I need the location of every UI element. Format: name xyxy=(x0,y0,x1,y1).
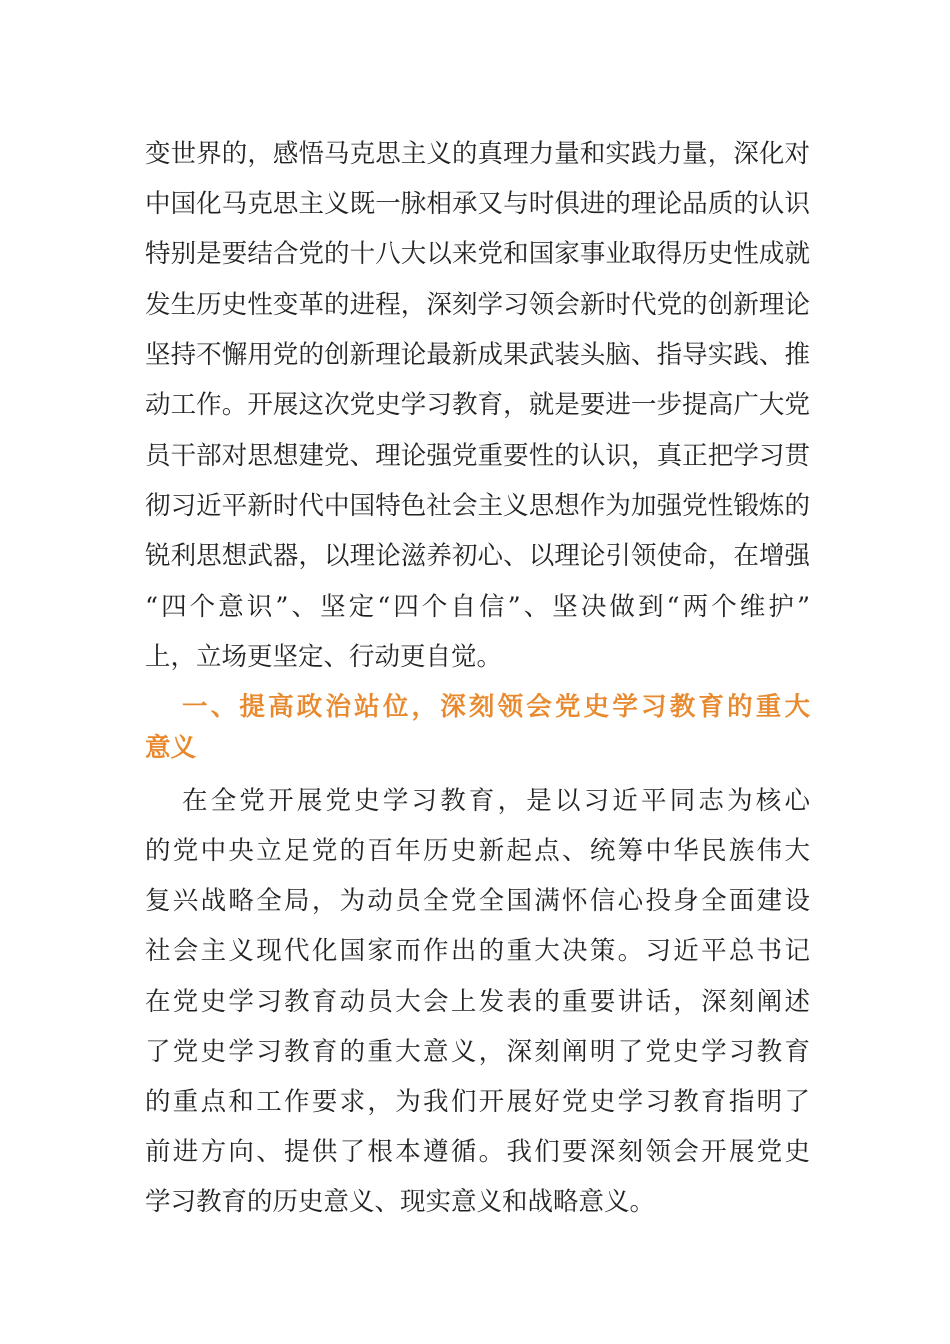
paragraph-line: 中国化马克思主义既一脉相承又与时俱进的理论品质的认识 xyxy=(145,189,810,219)
paragraph-line: 动工作。开展这次党史学习教育，就是要进一步提高广大党 xyxy=(145,390,810,420)
paragraph-line: 的重点和工作要求，为我们开展好党史学习教育指明了 xyxy=(145,1087,810,1117)
paragraph-line: 变世界的，感悟马克思主义的真理力量和实践力量，深化对 xyxy=(145,139,810,169)
paragraph-line: 特别是要结合党的十八大以来党和国家事业取得历史性成就 xyxy=(145,239,810,269)
paragraph-line: 上，立场更坚定、行动更自觉。 xyxy=(145,642,503,672)
paragraph-line: 锐利思想武器，以理论滋养初心、以理论引领使命，在增强 xyxy=(145,541,810,571)
paragraph-line: 复兴战略全局，为动员全党全国满怀信心投身全面建设 xyxy=(145,886,810,916)
heading-line: 一、提高政治站位，深刻领会党史学习教育的重大 xyxy=(182,692,810,722)
paragraph-line: 了党史学习教育的重大意义，深刻阐明了党史学习教育 xyxy=(145,1037,810,1067)
paragraph-line: 学习教育的历史意义、现实意义和战略意义。 xyxy=(145,1187,656,1217)
paragraph-line: 社会主义现代化国家而作出的重大决策。习近平总书记 xyxy=(145,936,810,966)
paragraph-line: 前进方向、提供了根本遵循。我们要深刻领会开展党史 xyxy=(145,1137,810,1167)
paragraph-line: 在全党开展党史学习教育，是以习近平同志为核心 xyxy=(182,786,810,816)
paragraph-line: 的党中央立足党的百年历史新起点、统筹中华民族伟大 xyxy=(145,836,810,866)
paragraph-line: 在党史学习教育动员大会上发表的重要讲话，深刻阐述 xyxy=(145,987,810,1017)
paragraph-line: 坚持不懈用党的创新理论最新成果武装头脑、指导实践、推 xyxy=(145,340,810,370)
heading-line: 意义 xyxy=(145,733,197,763)
paragraph-line: 彻习近平新时代中国特色社会主义思想作为加强党性锻炼的 xyxy=(145,491,810,521)
paragraph-line: 员干部对思想建党、理论强党重要性的认识，真正把学习贯 xyxy=(145,441,810,471)
paragraph-line: “四个意识”、坚定“四个自信”、坚决做到“两个维护” xyxy=(145,592,810,622)
paragraph-line: 发生历史性变革的进程，深刻学习领会新时代党的创新理论 xyxy=(145,290,810,320)
